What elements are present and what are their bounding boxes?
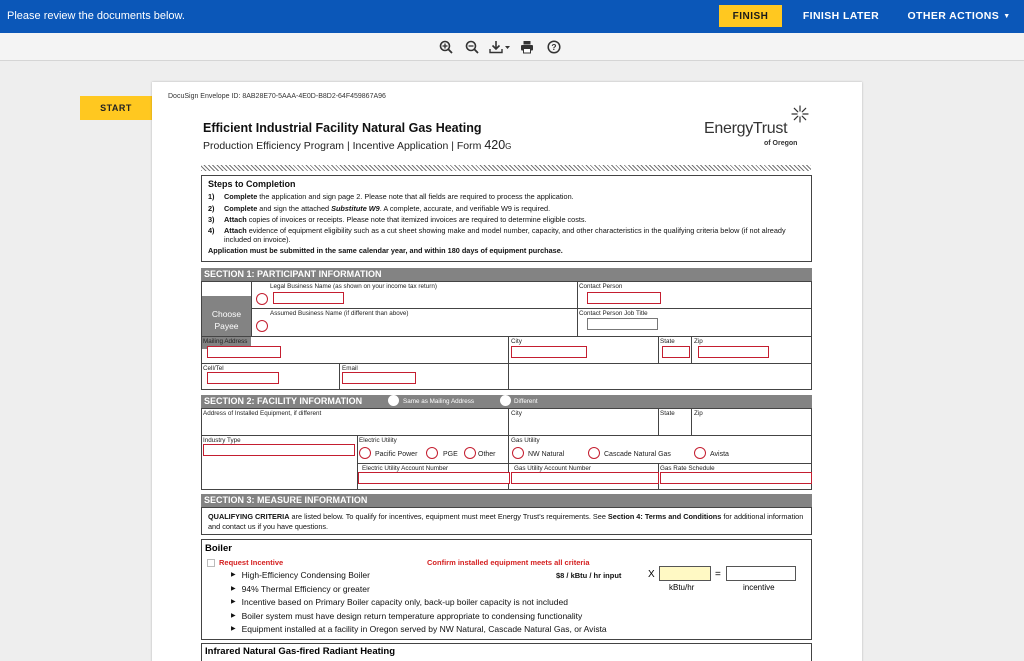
gas-rate-field[interactable] [660, 472, 812, 484]
equals-sign: = [715, 569, 721, 580]
finish-button[interactable]: FINISH [719, 5, 782, 27]
cascade-radio[interactable] [588, 447, 600, 459]
same-as-mailing-label: Same as Mailing Address [403, 398, 475, 405]
step-item: 2) Complete and sign the attached Substitute W9. A complete, accurate, and verifiable W9 is required. [208, 203, 551, 213]
legal-name-label: Legal Business Name (as shown on your income tax return) [270, 283, 437, 290]
nw-natural-label: NW Natural [528, 451, 565, 458]
payee-assumed-radio[interactable] [256, 320, 268, 332]
email-field[interactable] [342, 372, 416, 384]
request-incentive-label: Request Incentive [219, 558, 284, 567]
list-item: ▶ Equipment installed at a facility in Oregon served by NW Natural, Cascade Natural Gas, or Avista [231, 624, 607, 634]
avista-label: Avista [710, 451, 729, 458]
confirm-criteria-label: Confirm installed equipment meets all criteria [427, 558, 590, 567]
review-message: Please review the documents below. [7, 10, 185, 22]
electric-account-label: Electric Utility Account Number [362, 465, 449, 472]
avista-radio[interactable] [694, 447, 706, 459]
other-utility-label: Other [478, 451, 496, 458]
kbtu-label: kBtu/hr [669, 583, 695, 592]
download-icon[interactable] [488, 38, 512, 56]
cell-label: Cell/Tel [203, 365, 224, 372]
contact-title-label: Contact Person Job Title [579, 310, 648, 317]
installed-address-label: Address of Installed Equipment, if different [203, 410, 322, 417]
other-utility-radio[interactable] [464, 447, 476, 459]
bullet-icon: ▶ [231, 626, 236, 632]
incentive-label: incentive [743, 583, 775, 592]
kbtu-input[interactable] [659, 566, 711, 581]
contact-person-field[interactable] [587, 292, 661, 304]
svg-text:?: ? [551, 42, 557, 53]
pacific-power-radio[interactable] [359, 447, 371, 459]
facility-state-label: State [660, 410, 675, 417]
different-address-radio[interactable] [500, 395, 511, 406]
finish-later-button[interactable]: FINISH LATER [802, 10, 880, 22]
list-item: ▶ 94% Thermal Efficiency or greater [231, 584, 370, 594]
facility-city-label: City [511, 410, 522, 417]
list-item: ▶ Incentive based on Primary Boiler capacity only, back-up boiler capacity is not included [231, 597, 568, 607]
viewer-toolbar [0, 33, 1024, 61]
same-as-mailing-radio[interactable] [388, 395, 399, 406]
steps-to-completion [201, 175, 812, 262]
top-bar [0, 0, 1024, 33]
zip-field[interactable] [698, 346, 769, 358]
form-subtitle [203, 138, 511, 152]
mailing-address-label: Mailing Address [203, 338, 248, 345]
bullet-icon: ▶ [231, 586, 236, 592]
boiler-section [201, 539, 812, 640]
pacific-power-label: Pacific Power [375, 451, 418, 458]
zip-label: Zip [694, 338, 703, 345]
envelope-id: DocuSign Envelope ID: 8AB28E70-5AAA-4E0D-B8D2-64F459867A96 [168, 93, 386, 100]
logo-sub: of Oregon [764, 140, 798, 147]
facility-zip-label: Zip [694, 410, 703, 417]
multiply-sign: X [648, 569, 655, 580]
list-item: ▶ High-Efficiency Condensing Boiler [231, 570, 370, 580]
state-field[interactable] [662, 346, 690, 358]
nw-natural-radio[interactable] [512, 447, 524, 459]
contact-person-label: Contact Person [579, 283, 623, 290]
help-icon[interactable] [545, 38, 563, 56]
zoom-in-icon[interactable] [437, 38, 455, 56]
electric-utility-label: Electric Utility [359, 437, 397, 444]
pge-label: PGE [443, 451, 458, 458]
boiler-title: Boiler [205, 543, 232, 554]
qualifying-criteria: QUALIFYING CRITERIA are listed below. To qualify for incentives, equipment must meet Energy Trust's requirements. See Section 4: Terms and Conditions for additional information and contact us if you have questions. [201, 507, 812, 535]
email-label: Email [342, 365, 358, 372]
step-item: 1) Complete the application and sign page 2. Please note that all fields are required to process the application. [208, 192, 574, 201]
gas-utility-label: Gas Utility [511, 437, 540, 444]
city-label: City [511, 338, 522, 345]
infrared-section [201, 643, 812, 661]
section1-header: SECTION 1: PARTICIPANT INFORMATION [201, 268, 812, 281]
subtitle-text: Production Efficiency Program | Incentive Application | Form [203, 140, 485, 152]
other-actions-button[interactable] [899, 6, 1019, 26]
incentive-output [726, 566, 796, 581]
payee-legal-radio[interactable] [256, 293, 268, 305]
print-icon[interactable] [518, 38, 536, 56]
caret-down-icon: ▼ [1003, 12, 1011, 20]
bullet-icon: ▶ [231, 599, 236, 605]
legal-name-field[interactable] [273, 292, 344, 304]
industry-type-label: Industry Type [203, 437, 241, 444]
state-label: State [660, 338, 675, 345]
request-incentive-checkbox[interactable] [207, 559, 215, 567]
mailing-address-field[interactable] [207, 346, 281, 358]
different-address-label: Different [514, 398, 538, 405]
assumed-name-label: Assumed Business Name (if different than above) [270, 310, 409, 317]
city-field[interactable] [511, 346, 587, 358]
gas-rate-label: Gas Rate Schedule [660, 465, 715, 472]
other-actions-label: OTHER ACTIONS [907, 10, 1000, 22]
form-title: Efficient Industrial Facility Natural Gas Heating [203, 121, 482, 135]
step-item: 3) Attach copies of invoices or receipts. Please note that itemized invoices are required to determine eligible costs. [208, 215, 587, 224]
section2-title: SECTION 2: FACILITY INFORMATION [204, 396, 363, 406]
incentive-rate: $8 / kBtu / hr input [556, 571, 622, 580]
form-number: 420 [484, 138, 506, 152]
start-button[interactable]: START [80, 96, 152, 120]
steps-footer: Application must be submitted in the same calendar year, and within 180 days of equipment purchase. [208, 245, 563, 255]
bullet-icon: ▶ [231, 572, 236, 578]
industry-type-field[interactable] [203, 444, 355, 456]
cascade-label: Cascade Natural Gas [604, 451, 671, 458]
steps-heading: Steps to Completion [208, 179, 296, 189]
cell-field[interactable] [207, 372, 279, 384]
gas-account-label: Gas Utility Account Number [514, 465, 591, 472]
hatch-divider [201, 165, 811, 171]
contact-title-field[interactable] [587, 318, 658, 330]
zoom-out-icon[interactable] [463, 38, 481, 56]
document-page [152, 82, 862, 661]
infrared-title: Infrared Natural Gas-fired Radiant Heating [205, 646, 396, 657]
list-item: ▶ Boiler system must have design return temperature appropriate to condensing functionality [231, 611, 583, 621]
bullet-icon: ▶ [231, 613, 236, 619]
form-suffix: G [505, 142, 512, 151]
electric-account-field[interactable] [358, 472, 510, 484]
section3-header: SECTION 3: MEASURE INFORMATION [201, 494, 812, 507]
energy-trust-logo [704, 104, 814, 152]
step-item: 4) Attach evidence of equipment eligibility such as a cut sheet showing make and model number, capacity, and other characteristics in the qualifying criteria below (if not already included on invoice). [208, 225, 786, 244]
logo-word: EnergyTrust [704, 120, 788, 137]
gas-account-field[interactable] [511, 472, 659, 484]
pge-radio[interactable] [426, 447, 438, 459]
logo-star-icon [790, 104, 810, 124]
choose-payee-label: Choose Payee [202, 296, 251, 349]
